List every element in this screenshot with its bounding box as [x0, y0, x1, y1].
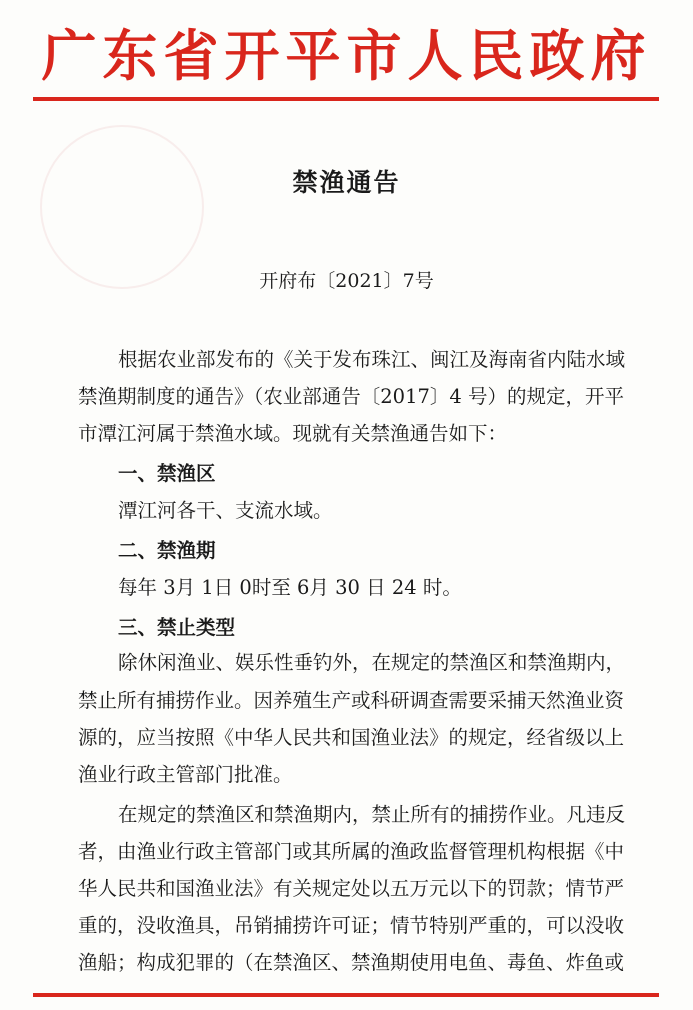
- penalty-line: 重的，没收渔具，吊销捕捞许可证；情节特别严重的，可以没收: [78, 914, 625, 937]
- document-number: 开府布〔2021〕7号: [259, 270, 434, 292]
- section-line: 除休闲渔业、娱乐性垂钓外，在规定的禁渔区和禁渔期内，: [118, 651, 626, 674]
- section-line: 潭江河各干、支流水域。: [118, 499, 333, 522]
- header-red-rule: [33, 97, 659, 101]
- footer-red-rule: [33, 993, 659, 997]
- penalty-line: 在规定的禁渔区和禁渔期内，禁止所有的捕捞作业。凡违反: [118, 803, 626, 826]
- section-line: 禁止所有捕捞作业。因养殖生产或科研调查需要采捕天然渔业资: [78, 689, 625, 712]
- intro-line: 根据农业部发布的《关于发布珠江、闽江及海南省内陆水域: [118, 348, 626, 371]
- section-line: 每年 3月 1日 0时至 6月 30 日 24 时。: [118, 576, 462, 599]
- faint-seal-mark: [40, 125, 204, 289]
- section-heading-prohibited-types: 三、禁止类型: [118, 616, 236, 639]
- section-line: 渔业行政主管部门批准。: [78, 763, 293, 786]
- intro-line: 市潭江河属于禁渔水域。现就有关禁渔通告如下：: [78, 422, 508, 445]
- notice-title: 禁渔通告: [292, 168, 401, 197]
- government-header-title: 广东省开平市人民政府: [41, 23, 652, 88]
- penalty-line: 渔船；构成犯罪的（在禁渔区、禁渔期使用电鱼、毒鱼、炸鱼或: [78, 951, 625, 974]
- penalty-line: 华人民共和国渔业法》有关规定处以五万元以下的罚款；情节严: [78, 877, 625, 900]
- intro-line: 禁渔期制度的通告》（农业部通告〔2017〕4 号）的规定，开平: [78, 385, 624, 408]
- section-heading-fishing-zone: 一、禁渔区: [118, 462, 216, 485]
- penalty-line: 者，由渔业行政主管部门或其所属的渔政监督管理机构根据《中: [78, 840, 625, 863]
- section-line: 源的，应当按照《中华人民共和国渔业法》的规定，经省级以上: [78, 726, 625, 749]
- section-heading-fishing-period: 二、禁渔期: [118, 539, 216, 562]
